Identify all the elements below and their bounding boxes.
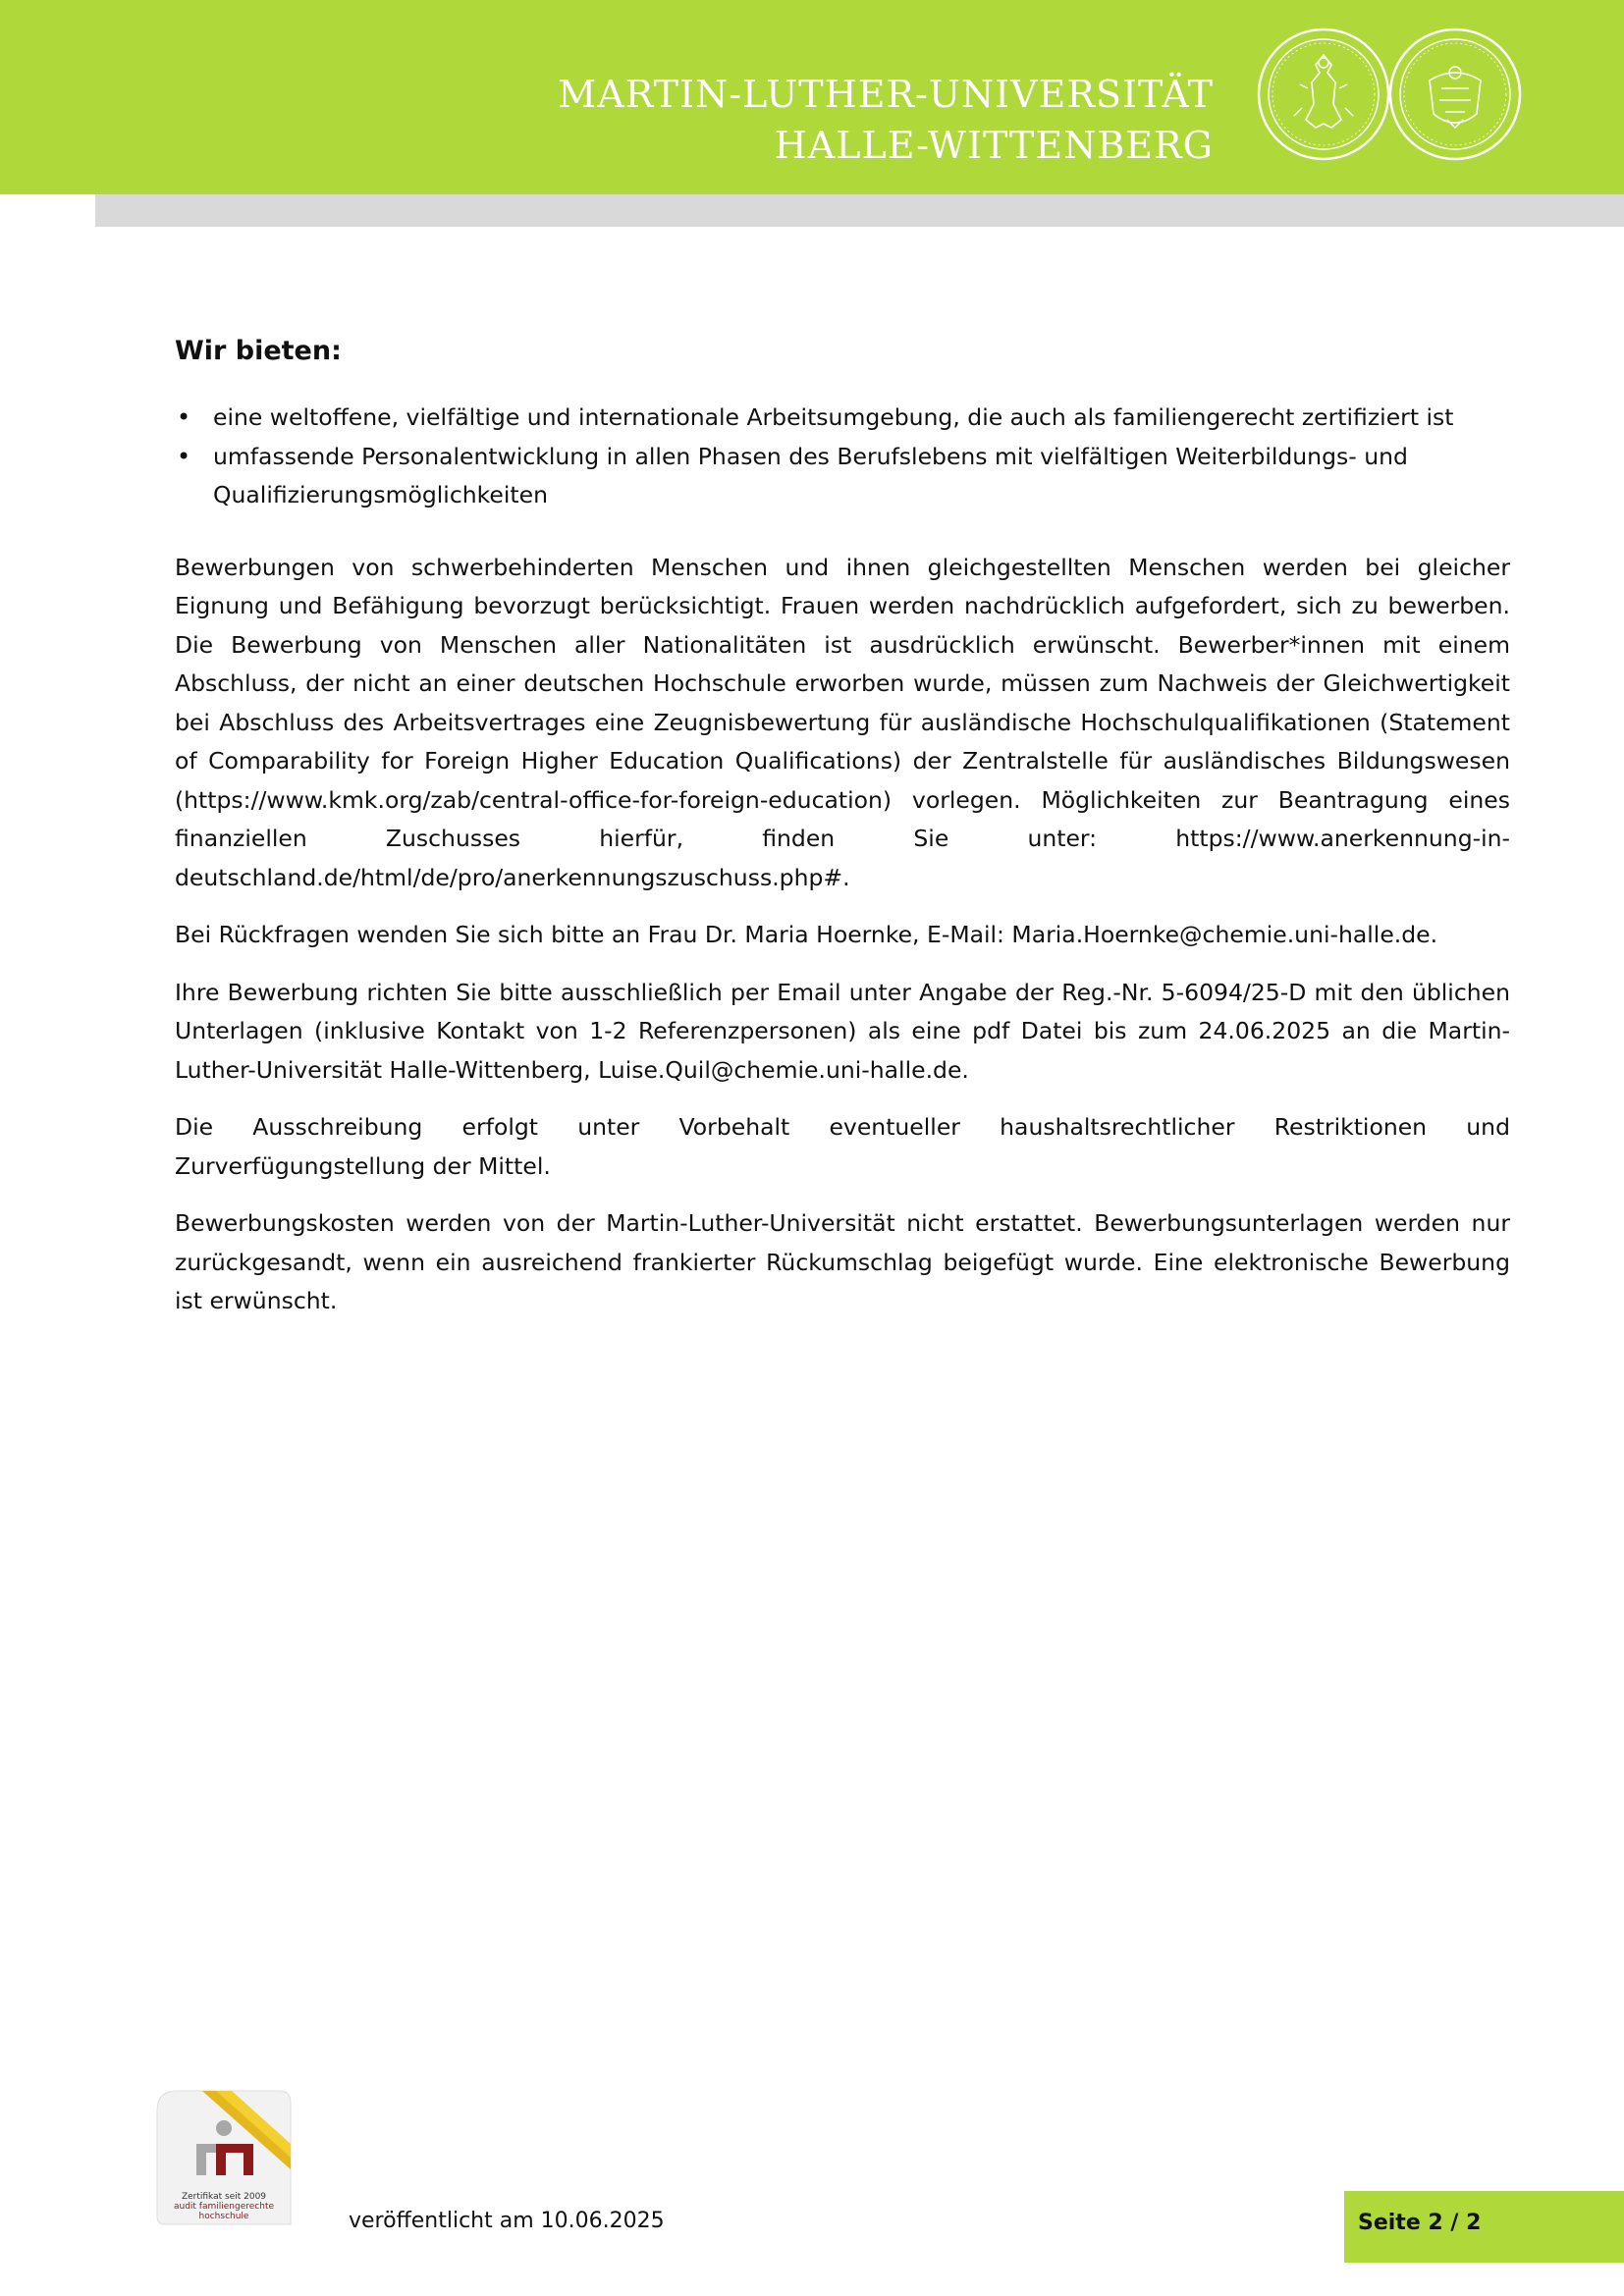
bullet-icon: •	[177, 403, 191, 431]
university-name	[558, 69, 1214, 171]
university-seal-icon	[1386, 26, 1524, 163]
university-seal-icon	[1255, 26, 1392, 163]
paragraph-equal-opportunity: Bewerbungen von schwerbehinderten Menschen und ihnen gleichgestellten Menschen werden bei gleicher Eignung und Befähigung bevorzugt berücksichtigt. Frauen werden nachdrücklich aufgefordert, sich zu bewerben. Die Bewerbung von Menschen aller Nationalitäten ist ausdrücklich erwünscht. Bewerber*innen mit einem Abschluss, der nicht an einer deutschen Hochschule erworben wurde, müssen zum Nachweis der Gleichwertigkeit bei Abschluss des Arbeitsvertrages eine Zeugnisbewertung für ausländische Hochschulqualifikationen (Statement of Comparability for Foreign Higher Education Qualifications) der Zentralstelle für ausländisches Bildungswesen (https://www.kmk.org/zab/central-office-for-foreign-education) vorlegen. Möglichkeiten zur Beantragung eines finanziellen Zuschusses hierfür, finden Sie unter: https://www.anerkennung-in-deutschland.de/html/de/pro/anerkennungszuschuss.php#.	[175, 553, 1510, 891]
university-name-line2: HALLE-WITTENBERG	[774, 124, 1214, 167]
paragraph-application: Ihre Bewerbung richten Sie bitte ausschließlich per Email unter Angabe der Reg.-Nr. 5-6094/25-D mit den üblichen Unterlagen (inklusive Kontakt von 1-2 Referenzpersonen) als eine pdf Datei bis zum 24.06.2025 an die Martin-Luther-Universität Halle-Wittenberg, Luise.Quil@chemie.uni-halle.de.	[175, 978, 1510, 1084]
offers-list	[175, 399, 1510, 515]
list-item-text: umfassende Personalentwicklung in allen Phasen des Berufslebens mit vielfältigen Weiterbildungs- und Qualifizierungsmöglichkeiten	[213, 442, 1408, 508]
header-shadow-bar	[95, 194, 1624, 227]
bullet-icon: •	[177, 442, 191, 470]
list-item	[175, 438, 1510, 515]
list-item	[175, 399, 1510, 438]
family-audit-certificate-logo	[145, 2079, 302, 2236]
document-body	[175, 332, 1510, 1340]
certificate-text-line2: audit familiengerechte	[173, 2202, 275, 2212]
paragraph-reservation: Die Ausschreibung erfolgt unter Vorbehalt eventueller haushaltsrechtlicher Restriktionen und Zurverfügungstellung der Mittel.	[175, 1113, 1510, 1180]
certificate-text-line1: Zertifikat seit 2009	[181, 2192, 267, 2202]
section-heading: Wir bieten:	[175, 336, 342, 366]
page-number: Seite 2 / 2	[1358, 2211, 1482, 2235]
certificate-text-line3: hochschule	[198, 2212, 249, 2221]
university-name-line1: MARTIN-LUTHER-UNIVERSITÄT	[558, 73, 1214, 116]
publication-date: veröffentlicht am 10.06.2025	[349, 2209, 665, 2233]
paragraph-costs: Bewerbungskosten werden von der Martin-Luther-Universität nicht erstattet. Bewerbungsunterlagen werden nur zurückgesandt, wenn ein ausreichend frankierter Rückumschlag beigefügt wurde. Eine elektronische Bewerbung ist erwünscht.	[175, 1209, 1510, 1314]
paragraph-contact: Bei Rückfragen wenden Sie sich bitte an Frau Dr. Maria Hoernke, E-Mail: Maria.Hoernke@chemie.uni-halle.de.	[175, 921, 1438, 948]
list-item-text: eine weltoffene, vielfältige und internationale Arbeitsumgebung, die auch als familiengerecht zertifiziert ist	[213, 403, 1454, 431]
page-number-box	[1344, 2191, 1624, 2263]
